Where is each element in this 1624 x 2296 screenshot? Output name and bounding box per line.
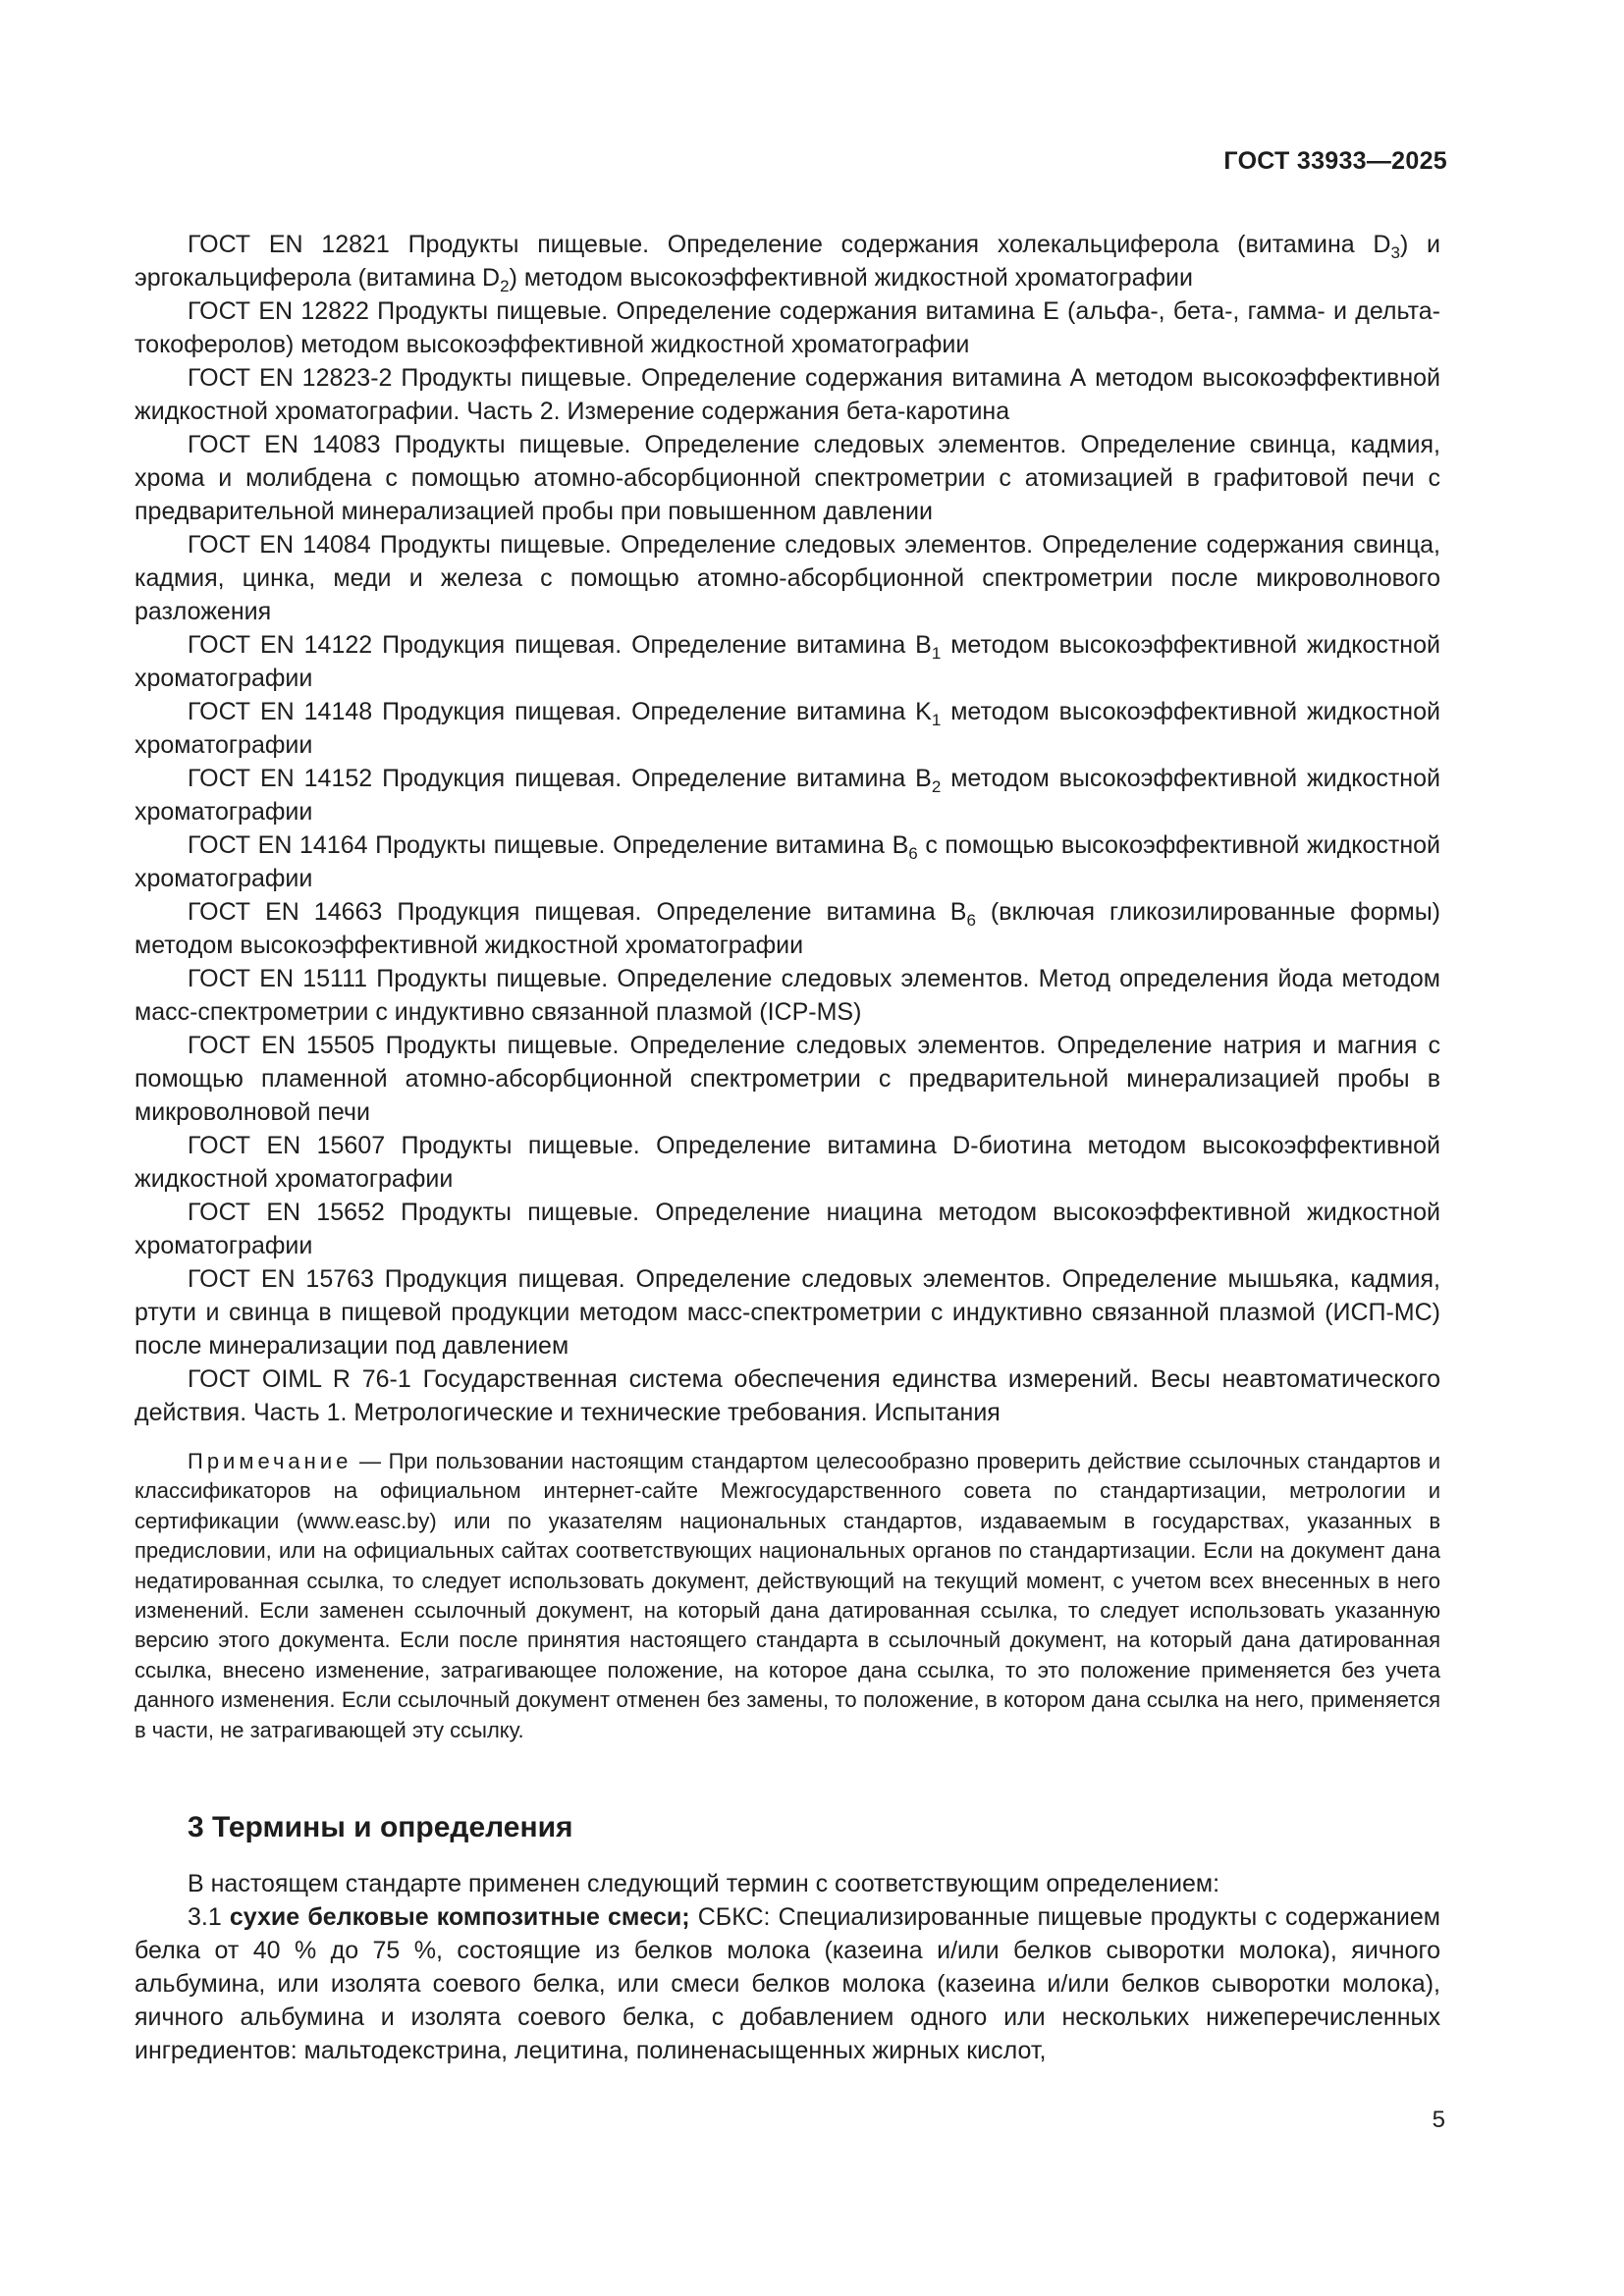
reference-text: ГОСТ EN 14083 Продукты пищевые. Определение следовых элементов. Определение свинца, кадмия, хрома и молибдена с помощью атомно-абсорбционной спектрометрии с атомизацией в графитовой печи с предварительной минерализацией пробы при повышенном давлении (135, 431, 1440, 525)
reference-item (135, 294, 1440, 361)
term-name: сухие белковые композитные смеси; (229, 1903, 690, 1932)
reference-item (135, 695, 1440, 762)
reference-text: ) и эргокальциферола (витамина D (135, 231, 1440, 292)
reference-item (135, 762, 1440, 828)
reference-item (135, 1362, 1440, 1429)
reference-text: методом высокоэффективной жидкостной хроматографии (135, 698, 1440, 759)
page-number: 5 (1432, 2107, 1445, 2133)
document-code: ГОСТ 33933—2025 (1223, 147, 1447, 175)
reference-text: ГОСТ EN 15607 Продукты пищевые. Определение витамина D-биотина методом высокоэффективной жидкостной хроматографии (135, 1132, 1440, 1193)
reference-text: (включая гликозилированные формы) методом высокоэффективной жидкостной хроматографии (135, 898, 1440, 959)
reference-item (135, 528, 1440, 628)
note-paragraph (135, 1447, 1440, 1745)
reference-text: ГОСТ EN 14084 Продукты пищевые. Определение следовых элементов. Определение содержания свинца, кадмия, цинка, меди и железа с помощью атомно-абсорбционной спектрометрии после микроволнового разложения (135, 531, 1440, 625)
reference-item (135, 628, 1440, 695)
note-label: Примечание (188, 1449, 352, 1473)
reference-text: ) методом высокоэффективной жидкостной хроматографии (509, 264, 1193, 292)
term-definition (135, 1900, 1440, 2067)
reference-item (135, 1129, 1440, 1196)
reference-item (135, 228, 1440, 294)
reference-item (135, 1196, 1440, 1262)
subscript: 2 (500, 277, 510, 295)
reference-text: ГОСТ EN 15652 Продукты пищевые. Определение ниацина методом высокоэффективной жидкостной хроматографии (135, 1199, 1440, 1259)
subscript: 6 (966, 911, 976, 930)
reference-text: ГОСТ EN 14148 Продукция пищевая. Определение витамина K (188, 698, 932, 725)
reference-text: методом высокоэффективной жидкостной хроматографии (135, 631, 1440, 692)
reference-item (135, 1029, 1440, 1129)
reference-text: ГОСТ EN 12821 Продукты пищевые. Определение содержания холекальциферола (витамина D (188, 231, 1391, 258)
section-heading: 3 Термины и определения (188, 1811, 573, 1844)
reference-text: ГОСТ EN 14164 Продукты пищевые. Определение витамина B (188, 831, 909, 859)
reference-text: ГОСТ EN 12823-2 Продукты пищевые. Определение содержания витамина А методом высокоэффективной жидкостной хроматографии. Часть 2. Измерение содержания бета-каротина (135, 364, 1440, 425)
reference-text: ГОСТ EN 15505 Продукты пищевые. Определение следовых элементов. Определение натрия и магния с помощью пламенной атомно-абсорбционной спектрометрии с предварительной минерализацией пробы в микроволновой печи (135, 1032, 1440, 1126)
note-text: — При пользовании настоящим стандартом целесообразно проверить действие ссылочных стандартов и классификаторов на официальном интернет-сайте Межгосударственного совета по стандартизации, метрологии и сертификации (www.easc.by) или по указателям национальных стандартов, издаваемым в государствах, указанных в предисловии, или на официальных сайтах соответствующих национальных органов по стандартизации. Если на документ дана недатированная ссылка, то следует использовать документ, действующий на текущий момент, с учетом всех внесенных в него изменений. Если заменен ссылочный документ, на который дана датированная ссылка, то следует использовать указанную версию этого документа. Если после принятия настоящего стандарта в ссылочный документ, на который дана датированная ссылка, внесено изменение, затрагивающее положение, на которое дана ссылка, то это положение применяется без учета данного изменения. Если ссылочный документ отменен без замены, то положение, в котором дана ссылка на него, применяется в части, не затрагивающей эту ссылку. (135, 1449, 1440, 1742)
reference-text: ГОСТ EN 15111 Продукты пищевые. Определение следовых элементов. Метод определения йода методом масс-спектрометрии с индуктивно связанной плазмой (ICP-MS) (135, 965, 1440, 1026)
reference-text: ГОСТ EN 14122 Продукция пищевая. Определение витамина B (188, 631, 932, 659)
reference-text: ГОСТ EN 14152 Продукция пищевая. Определение витамина B (188, 765, 932, 792)
reference-text: ГОСТ EN 15763 Продукция пищевая. Определение следовых элементов. Определение мышьяка, кадмия, ртути и свинца в пищевой продукции методом масс-спектрометрии с индуктивно связанной плазмой (ИСП-МС) после минерализации под давлением (135, 1265, 1440, 1360)
reference-text: с помощью высокоэффективной жидкостной хроматографии (135, 831, 1440, 892)
section-intro: В настоящем стандарте применен следующий термин с соответствующим определением: (188, 1870, 1220, 1898)
reference-text: ГОСТ OIML R 76-1 Государственная система обеспечения единства измерений. Весы неавтоматического действия. Часть 1. Метрологические и технические требования. Испытания (135, 1365, 1440, 1426)
page-content (135, 228, 1440, 2067)
reference-text: методом высокоэффективной жидкостной хроматографии (135, 765, 1440, 826)
term-definition-text: СБКС: Специализированные пищевые продукты с содержанием белка от 40 % до 75 %, состоящие из белков молока (казеина и/или белков сыворотки молока), яичного альбумина, или изолята соевого белка, или смеси белков молока (казеина и/или белков сыворотки молока), яичного альбумина и изолята соевого белка, с добавлением одного или нескольких нижеперечисленных ингредиентов: мальтодекстрина, лецитина, полиненасыщенных жирных кислот, (135, 1903, 1440, 2065)
subscript: 2 (931, 777, 942, 796)
subscript: 6 (908, 844, 918, 863)
subscript: 3 (1390, 243, 1400, 262)
subscript: 1 (931, 644, 942, 663)
reference-text: ГОСТ EN 14663 Продукция пищевая. Определение витамина B (188, 898, 967, 926)
reference-item (135, 895, 1440, 962)
reference-text: ГОСТ EN 12822 Продукты пищевые. Определение содержания витамина Е (альфа-, бета-, гамма- и дельта-токоферолов) методом высокоэффективной жидкостной хроматографии (135, 297, 1440, 358)
term-number: 3.1 (188, 1903, 230, 1932)
reference-item (135, 1262, 1440, 1362)
reference-item (135, 962, 1440, 1029)
reference-item (135, 361, 1440, 428)
reference-item (135, 428, 1440, 528)
reference-item (135, 828, 1440, 895)
subscript: 1 (931, 711, 942, 729)
